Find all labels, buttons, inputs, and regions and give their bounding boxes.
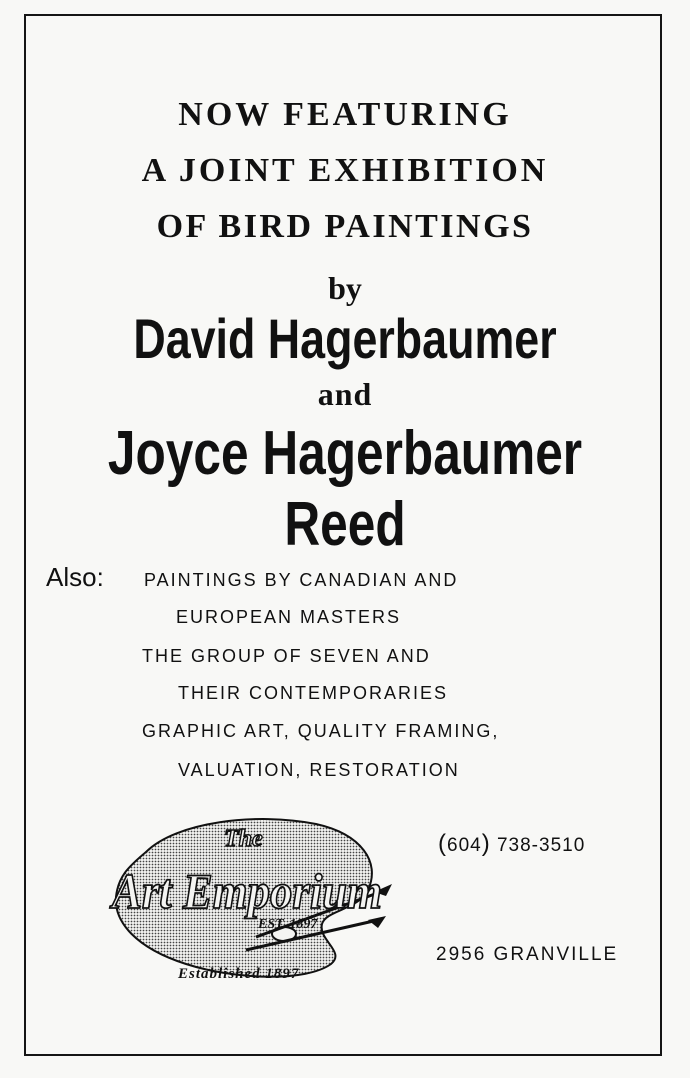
logo-est-text: EST. 1897	[258, 917, 318, 932]
also-item: EUROPEAN MASTERS	[176, 607, 402, 627]
also-item: THEIR CONTEMPORARIES	[178, 683, 449, 703]
art-emporium-logo	[106, 812, 396, 992]
headline-line-1: NOW FEATURING	[178, 96, 512, 133]
also-item: GRAPHIC ART, QUALITY FRAMING,	[142, 721, 500, 741]
by-text: by	[328, 270, 362, 306]
established-caption: Established 1897	[178, 966, 300, 982]
also-label: Also:	[46, 562, 104, 592]
also-item: VALUATION, RESTORATION	[178, 760, 460, 780]
logo-the-text: The	[224, 826, 263, 852]
headline-line-3: OF BIRD PAINTINGS	[156, 208, 534, 245]
artist-name-1: David Hagerbaumer	[133, 307, 557, 370]
street-address: 2956 GRANVILLE	[436, 944, 619, 965]
artist-name-2: Joyce Hagerbaumer Reed	[107, 419, 583, 559]
phone-number: (604) 738-3510	[438, 830, 586, 857]
headline-line-2: A JOINT EXHIBITION	[141, 152, 549, 189]
area-code: 604	[447, 835, 482, 856]
also-item: THE GROUP OF SEVEN AND	[142, 646, 431, 666]
phone-local-number: 738-3510	[496, 835, 586, 856]
also-item: PAINTINGS BY CANADIAN AND	[144, 570, 459, 590]
and-text: and	[317, 376, 373, 412]
logo-name-text: Art Emporium	[109, 863, 383, 919]
